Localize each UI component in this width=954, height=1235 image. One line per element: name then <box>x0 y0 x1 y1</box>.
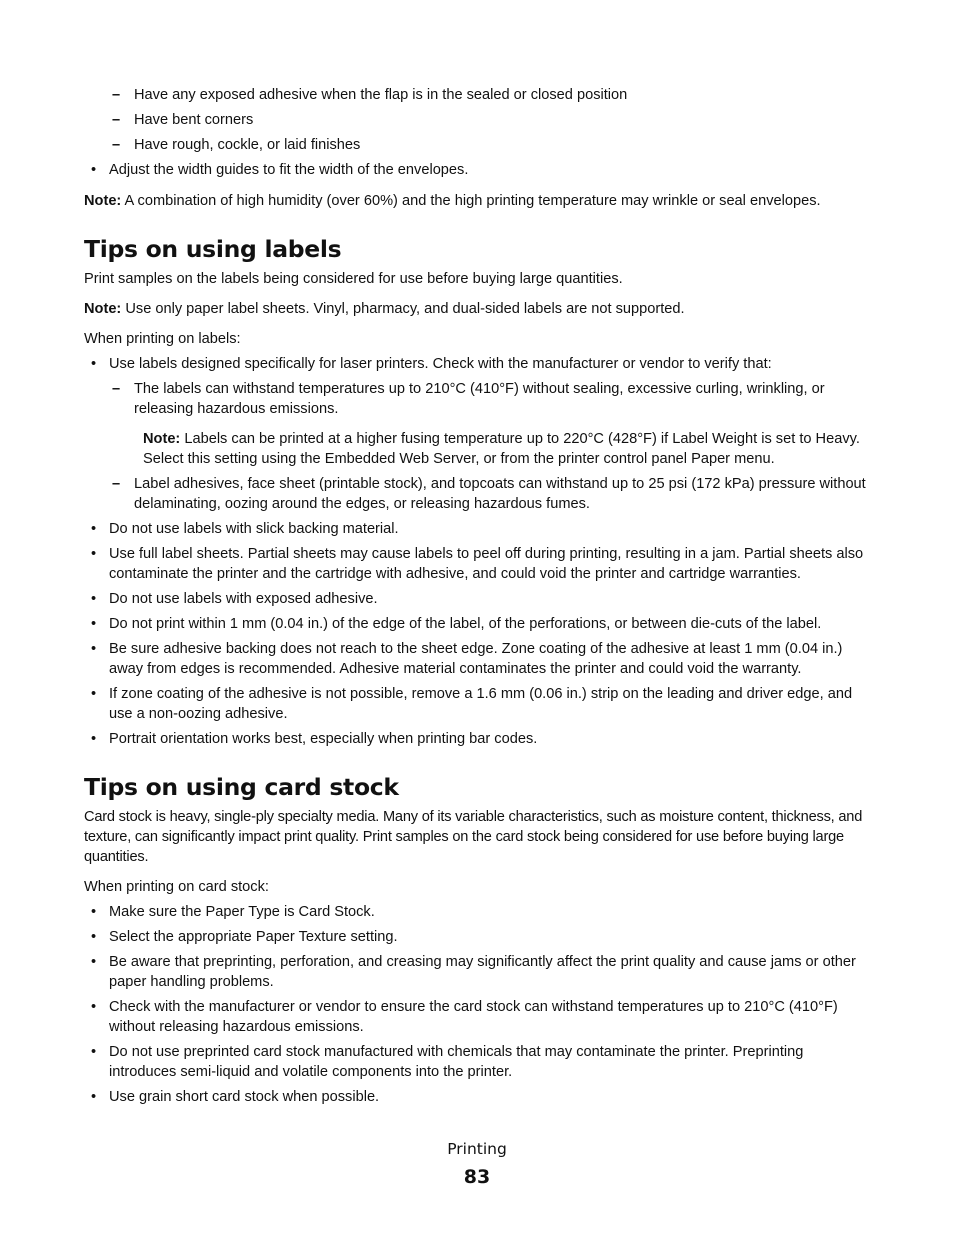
list-item: • Make sure the Paper Type is Card Stock. <box>84 902 874 922</box>
labels-note <box>84 299 874 319</box>
list-item: – Have bent corners <box>84 110 874 130</box>
list-item: • Adjust the width guides to fit the width of the envelopes. <box>84 160 874 180</box>
labels-dash-list <box>84 379 874 514</box>
page-number: 83 <box>463 1166 491 1188</box>
footer-section-title: Printing <box>447 1140 507 1158</box>
note-label: Note: <box>84 301 122 317</box>
envelope-dash-list <box>84 85 874 155</box>
note-text: Use only paper label sheets. Vinyl, pharmacy, and dual-sided labels are not supported. <box>121 301 685 317</box>
list-item <box>84 379 874 469</box>
list-item: • Use full label sheets. Partial sheets may cause labels to peel off during printing, resulting in a jam. Partial sheets also contaminate the printer and the cartridge with adhesive, and could void the printer and cartridge warranties. <box>84 544 874 584</box>
list-item: • Do not use labels with slick backing material. <box>84 519 874 539</box>
list-item: • Portrait orientation works best, especially when printing bar codes. <box>84 729 874 749</box>
list-item: • Be aware that preprinting, perforation, and creasing may significantly affect the print quality and cause jams or other paper handling problems. <box>84 952 874 992</box>
list-item: • Be sure adhesive backing does not reach to the sheet edge. Zone coating of the adhesive at least 1 mm (0.04 in.) away from edges is recommended. Adhesive material contaminates the printer and could void the warranty. <box>84 639 874 679</box>
labels-subnote <box>143 429 874 469</box>
envelope-bullet-list <box>84 160 874 180</box>
list-item-text: Use labels designed specifically for laser printers. Check with the manufacturer or vendor to verify that: <box>109 356 772 372</box>
list-item: • Use grain short card stock when possible. <box>84 1087 874 1107</box>
card-stock-when: When printing on card stock: <box>84 879 269 895</box>
labels-intro: Print samples on the labels being considered for use before buying large quantities. <box>84 271 623 287</box>
card-stock-intro: Card stock is heavy, single-ply specialty media. Many of its variable characteristics, such as moisture content, thickness, and texture, can significantly impact print quality. Print samples on the card stock being considered for use before buying large quantities. <box>84 809 863 865</box>
list-item-text: The labels can withstand temperatures up to 210°C (410°F) without sealing, excessive curling, wrinkling, or releasing hazardous emissions. <box>134 381 825 417</box>
note-label: Note: <box>143 431 181 447</box>
list-item <box>84 354 874 514</box>
list-item: • Do not use preprinted card stock manufactured with chemicals that may contaminate the printer. Preprinting introduces semi-liquid and volatile components into the printer. <box>84 1042 874 1082</box>
note-text: A combination of high humidity (over 60%) and the high printing temperature may wrinkle or seal envelopes. <box>121 193 821 209</box>
note-text: Labels can be printed at a higher fusing temperature up to 220°C (428°F) if Label Weight is set to Heavy. Select this setting using the Embedded Web Server, or from the printer control panel Paper menu. <box>143 431 860 467</box>
card-stock-heading: Tips on using card stock <box>84 773 399 801</box>
list-item: • Do not use labels with exposed adhesive. <box>84 589 874 609</box>
envelope-note <box>84 191 874 211</box>
list-item: – Have rough, cockle, or laid finishes <box>84 135 874 155</box>
card-stock-bullet-list <box>84 902 874 1107</box>
list-item: – Label adhesives, face sheet (printable stock), and topcoats can withstand up to 25 psi (172 kPa) pressure without delaminating, oozing around the edges, or releasing hazardous fumes. <box>84 474 874 514</box>
list-item: • Do not print within 1 mm (0.04 in.) of the edge of the label, of the perforations, or between die-cuts of the label. <box>84 614 874 634</box>
labels-when: When printing on labels: <box>84 331 241 347</box>
list-item: • If zone coating of the adhesive is not possible, remove a 1.6 mm (0.06 in.) strip on the leading and driver edge, and use a non-oozing adhesive. <box>84 684 874 724</box>
list-item: – Have any exposed adhesive when the flap is in the sealed or closed position <box>84 85 874 105</box>
list-item: • Select the appropriate Paper Texture setting. <box>84 927 874 947</box>
note-label: Note: <box>84 193 122 209</box>
document-page <box>84 85 874 1112</box>
list-item: • Check with the manufacturer or vendor to ensure the card stock can withstand temperatures up to 210°C (410°F) without releasing hazardous emissions. <box>84 997 874 1037</box>
labels-heading: Tips on using labels <box>84 235 342 263</box>
labels-bullet-list <box>84 354 874 749</box>
